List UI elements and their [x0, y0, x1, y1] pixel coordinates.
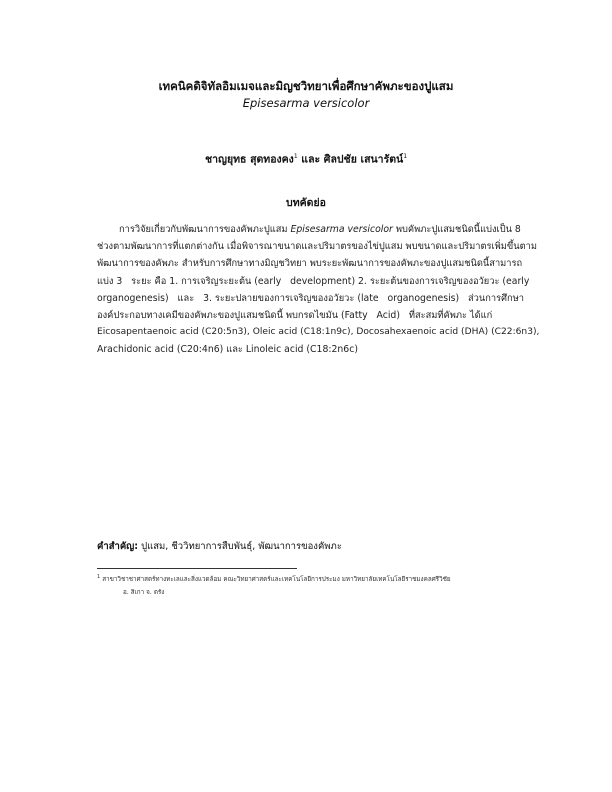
affiliation-mark: 1: [403, 153, 408, 160]
footnote-line: [97, 571, 542, 586]
abstract-text: พัฒนาการของคัพภะ สำหรับการศึกษาทางมิญชวิทยา พบระยะพัฒนาการของคัพภะของปูแสมชนิดนี้สามารถ: [97, 258, 523, 270]
keywords-label: คำสำคัญ:: [97, 541, 139, 552]
abstract-text: [119, 221, 521, 238]
keywords: [97, 540, 542, 554]
page-title-scientific-name: Episesarma versicolor: [242, 96, 370, 110]
page-title: เทคนิคดิจิทัลอิมเมจและมิญชวิทยาเพื่อศึกษาคัพภะของปูแสม: [158, 79, 454, 93]
abstract-text: organogenesis) และ 3. ระยะปลายของการเจริญของอวัยวะ (late organogenesis) ส่วนการศึกษา: [97, 292, 524, 304]
abstract-text: แบ่ง 3 ระยะ คือ 1. การเจริญระยะต้น (early development) 2. ระยะต้นของการเจริญของอวัยวะ (early: [97, 275, 530, 287]
abstract-text: องค์ประกอบทางเคมีของคัพภะของปูแสมชนิดนี้ พบกรดไขมัน (Fatty Acid) ที่สะสมที่คัพภะ ได้แก่: [97, 310, 493, 322]
footnote: [97, 571, 542, 599]
affiliation-mark: 1: [293, 153, 298, 160]
abstract-text-segment: การวิจัยเกี่ยวกับพัฒนาการของคัพภะปูแสม: [119, 224, 291, 235]
footnote-location: อ. สิเกา จ. ตรัง: [123, 589, 165, 597]
author-name: ชาญยุทธ สุดทองคง: [204, 153, 294, 166]
keywords-list: ปูแสม, ชีววิทยาการสืบพันธุ์, พัฒนาการของคัพภะ: [138, 541, 342, 552]
abstract-heading: บทคัดย่อ: [286, 197, 326, 209]
abstract-text: ช่วงตามพัฒนาการที่แตกต่างกัน เมื่อพิจารณาขนาดและปริมาตรของไข่ปูแสม พบขนาดและปริมาตรเพิ่มขึ้นตาม: [97, 241, 538, 253]
abstract-line: [97, 221, 542, 238]
title-block: [0, 78, 612, 111]
abstract-line: [97, 238, 542, 255]
abstract-body: [97, 221, 542, 359]
abstract-line: [97, 290, 542, 307]
footnote-divider: [97, 568, 297, 569]
species-name: Episesarma versicolor: [290, 224, 393, 235]
abstract-line: [97, 324, 542, 341]
author-line: [0, 150, 612, 167]
abstract-text: Arachidonic acid (C20:4n6) และ Linoleic acid (C18:2n6c): [97, 344, 358, 356]
abstract-line: [97, 307, 542, 324]
author-name: ศิลปชัย เสนารัตน์: [323, 153, 404, 166]
abstract-line: [97, 273, 542, 290]
footnote-affiliation: สาขาวิชาชาศาสตร์ทางทะเลและสิ่งแวดล้อม คณะวิทยาศาสตร์และเทคโนโลยีการประมง มหาวิทยาลัยเทคโนโลยีราชมงคลศรีวิชัย: [102, 576, 451, 584]
footnote-mark: 1: [97, 574, 101, 580]
abstract-text-segment: พบคัพภะปูแสมชนิดนี้แบ่งเป็น 8: [392, 224, 521, 235]
author-connector: และ: [297, 153, 321, 166]
abstract-line: [97, 255, 542, 272]
abstract-text: Eicosapentaenoic acid (C20:5n3), Oleic acid (C18:1n9c), Docosahexaenoic acid (DHA) (C22:6n3),: [97, 327, 540, 338]
abstract-line: [97, 341, 542, 358]
